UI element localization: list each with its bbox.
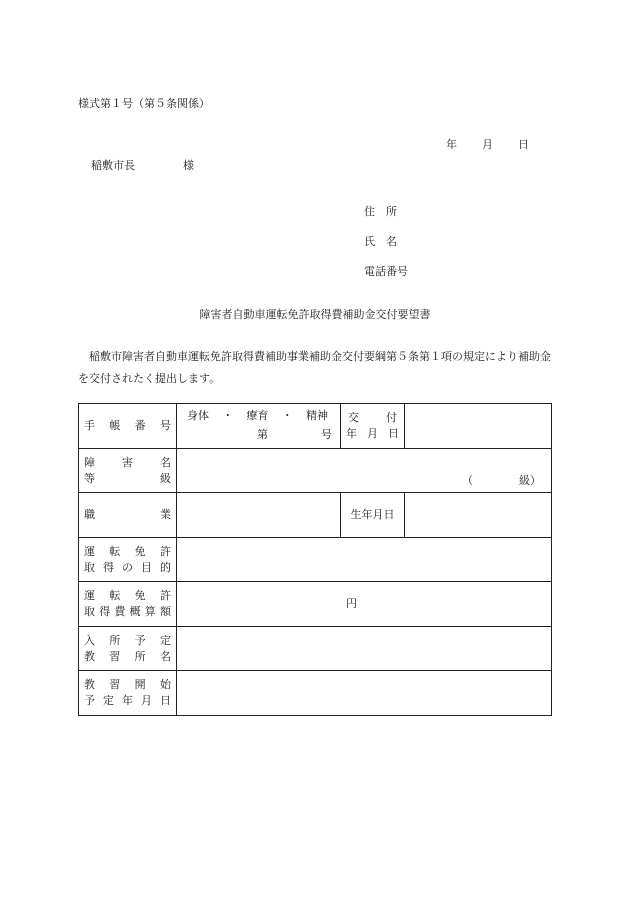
disability-label-cell	[79, 449, 177, 493]
date-line	[446, 138, 529, 151]
occupation-input[interactable]	[177, 493, 341, 538]
address-field[interactable]	[364, 205, 408, 235]
addressee-name: 稲敷市長	[91, 159, 135, 172]
handbook-number-line	[177, 422, 340, 441]
school-label-line1: 入所予定	[84, 633, 171, 647]
birthdate-label-cell	[341, 493, 405, 538]
go-label: 号	[321, 428, 332, 442]
grade-open-paren: （	[462, 473, 473, 487]
day-label: 日	[518, 138, 529, 151]
type-separator: ・	[281, 409, 293, 422]
issue-date-input[interactable]	[405, 404, 552, 449]
type-mental[interactable]: 精神	[306, 409, 328, 422]
dai-label: 第	[257, 428, 268, 442]
start-label-line1: 教習開始	[84, 678, 171, 691]
phone-label: 電話番号	[364, 265, 408, 278]
applicant-block	[364, 205, 408, 295]
type-physical[interactable]: 身体	[187, 409, 209, 422]
start-date-input[interactable]	[177, 671, 552, 716]
purpose-label-line1: 運転免許	[84, 544, 171, 558]
disability-input[interactable]	[177, 449, 552, 493]
month-label: 月	[482, 138, 493, 151]
application-table	[78, 403, 552, 716]
birthdate-label: 生年月日	[350, 508, 395, 522]
birthdate-input[interactable]	[405, 493, 552, 538]
form-number: 様式第１号（第５条関係）	[78, 97, 210, 110]
purpose-input[interactable]	[177, 538, 552, 582]
name-field[interactable]	[364, 235, 408, 265]
cost-label-line2: 取得費概算額	[84, 605, 171, 618]
issue-date-label: 年 月 日	[346, 427, 399, 440]
date-day-field[interactable]	[518, 138, 529, 151]
name-label: 氏 名	[364, 235, 397, 248]
yen-unit: 円	[346, 597, 357, 611]
disability-label: 障害名	[84, 455, 171, 469]
purpose-label-cell	[79, 538, 177, 582]
handbook-number-cell[interactable]	[177, 404, 341, 449]
start-label-line2: 予定年月日	[84, 694, 171, 707]
issue-label-cell	[341, 404, 405, 449]
school-input[interactable]	[177, 627, 552, 671]
cost-input[interactable]	[177, 582, 552, 627]
addressee	[91, 159, 194, 172]
occupation-label: 職業	[84, 508, 171, 521]
type-separator: ・	[222, 409, 234, 422]
cost-label-line1: 運転免許	[84, 589, 171, 602]
year-label: 年	[446, 138, 457, 151]
occupation-label-cell	[79, 493, 177, 538]
purpose-label-line2: 取得の目的	[84, 560, 171, 574]
date-year-field[interactable]	[446, 138, 482, 151]
issue-label: 交 付	[348, 411, 397, 424]
school-label-line2: 教習所名	[84, 649, 171, 663]
handbook-type-options	[177, 404, 340, 422]
start-label-cell	[79, 671, 177, 716]
type-rehabilitation[interactable]: 療育	[246, 409, 269, 422]
grade-close: 級）	[519, 473, 541, 487]
date-month-field[interactable]	[482, 138, 518, 151]
school-label-cell	[79, 627, 177, 671]
handbook-label-cell	[79, 404, 177, 449]
document-title: 障害者自動車運転免許取得費補助金交付要望書	[199, 308, 431, 321]
handbook-label: 手帳番号	[84, 419, 171, 432]
body-text: 稲敷市障害者自動車運転免許取得費補助事業補助金交付要綱第５条第１項の規定により補助金を交付されたく提出します。	[78, 350, 551, 385]
addressee-honorific: 様	[183, 159, 194, 172]
address-label: 住 所	[364, 205, 397, 218]
phone-field[interactable]	[364, 265, 408, 295]
cost-label-cell	[79, 582, 177, 627]
grade-label: 等級	[84, 471, 171, 485]
